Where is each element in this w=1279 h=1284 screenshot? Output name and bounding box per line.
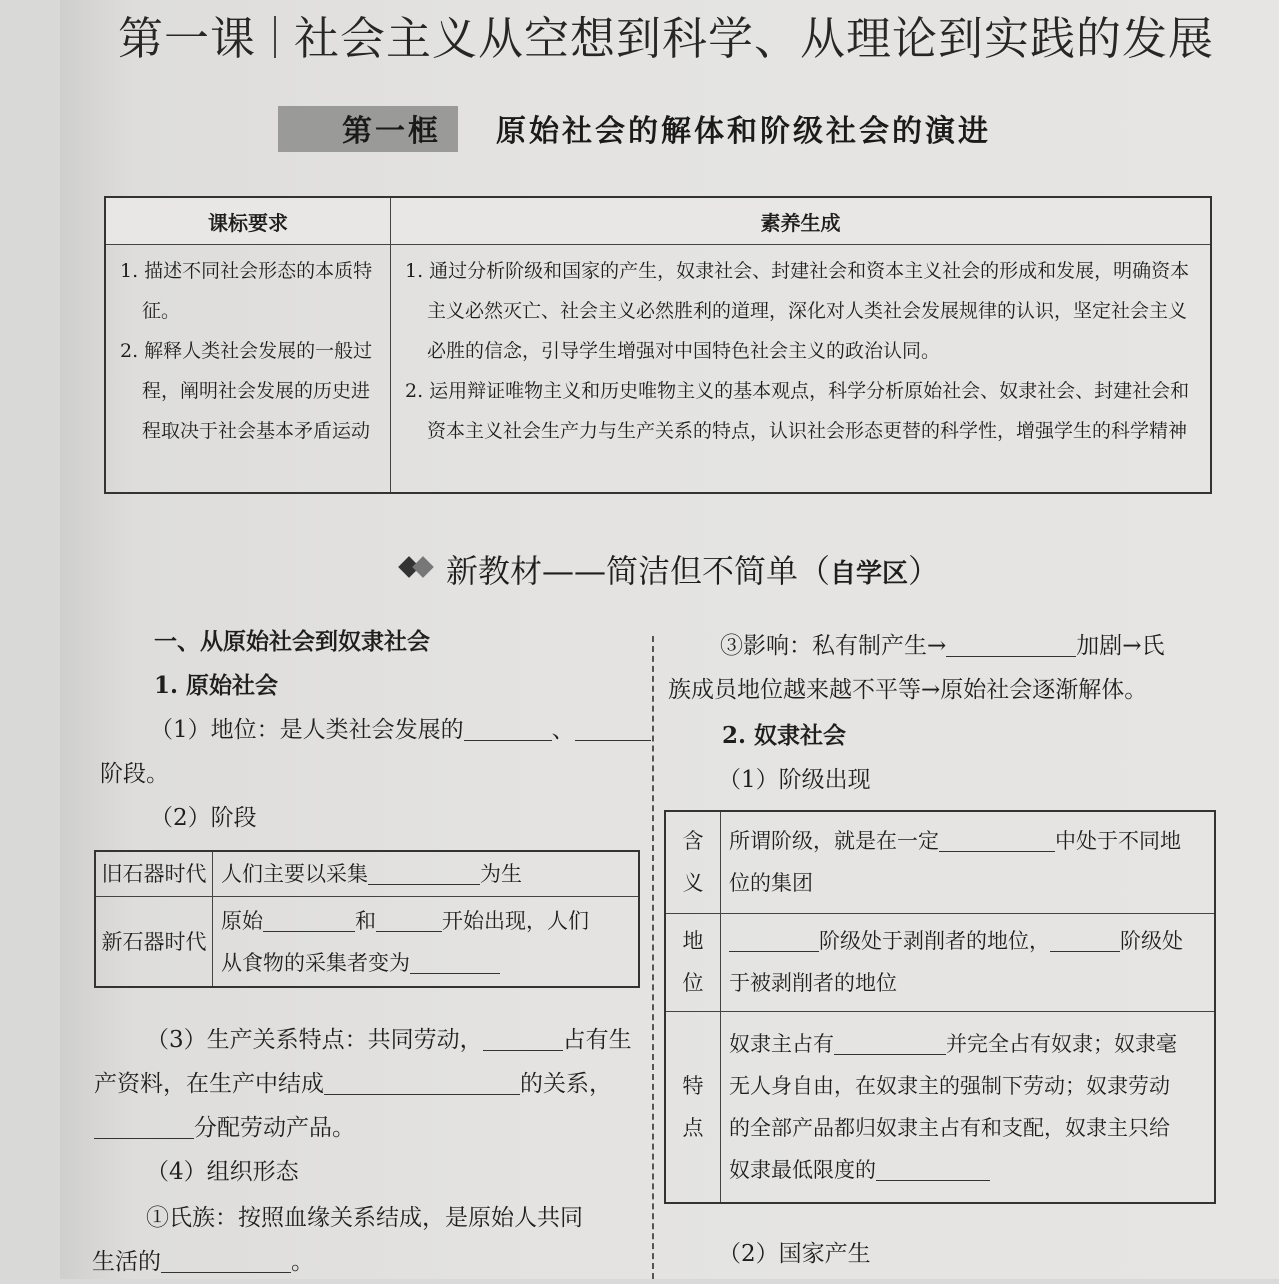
era-old-content: [213, 851, 640, 897]
subheading-primitive: 1. 原始社会: [154, 672, 279, 699]
status-text: （1）地位：是人类社会发展的: [150, 717, 464, 743]
class-heading: （1）阶级出现: [718, 767, 871, 793]
fill-blank[interactable]: [1050, 927, 1120, 952]
lesson-title: [118, 2, 1214, 67]
era-new-line: [221, 900, 630, 942]
feature-line: [729, 1149, 1206, 1191]
era-new-text: 原始: [221, 908, 263, 933]
fill-blank[interactable]: [729, 927, 819, 952]
feature-text: 奴隶主占有: [729, 1031, 834, 1056]
requirements-cell: [105, 245, 391, 494]
feature-line: 无人身自由，在奴隶主的强制下劳动；奴隶劳动: [729, 1073, 1170, 1098]
relation-text: 占有生: [562, 1027, 632, 1053]
fill-blank[interactable]: [410, 949, 500, 974]
meaning-line: [729, 820, 1206, 862]
literacy-item: 2. 运用辩证唯物主义和历史唯物主义的基本观点，科学分析原始社会、奴隶社会、封建社会和资本主义社会生产力与生产关系的特点，认识社会形态更替的科学性，增强学生的科学精神: [405, 380, 1190, 442]
era-old-text: 人们主要以采集: [221, 862, 368, 887]
fill-blank[interactable]: [483, 1026, 563, 1051]
relation-text: （3）生产关系特点：共同劳动，: [146, 1027, 483, 1053]
section-banner-title: 新教材——简洁但不简单（: [446, 552, 831, 590]
stages-heading: （2）阶段: [150, 805, 257, 831]
relation-line: [146, 1018, 632, 1062]
subheading-slave: 2. 奴隶社会: [722, 722, 847, 749]
era-new-text: 开始出现，人们: [442, 908, 589, 933]
literacy-cell: [391, 245, 1212, 494]
literacy-item: 1. 通过分析阶级和国家的产生，奴隶社会、封建社会和资本主义社会的形成和发展，明确资本主义必然灭亡、社会主义必然胜利的道理，深化对人类社会发展规律的认识，坚定社会主义必胜的信念，引导学生增强对中国特色社会主义的政治认同。: [405, 260, 1190, 362]
meaning-text: 所谓阶级，就是在一定: [729, 829, 939, 854]
influence-text: ③影响：私有制产生→: [720, 633, 947, 659]
feature-line: [729, 1023, 1206, 1065]
header-literacy: 素养生成: [391, 197, 1212, 245]
state-heading: （2）国家产生: [718, 1241, 871, 1267]
era-old-label: 旧石器时代: [95, 851, 213, 897]
status-line: [729, 920, 1206, 962]
requirement-item: 2. 解释人类社会发展的一般过程，阐明社会发展的历史进程取决于社会基本矛盾运动: [120, 340, 373, 442]
section-heading: 一、从原始社会到奴隶社会: [154, 628, 430, 655]
era-new-label: 新石器时代: [95, 897, 213, 987]
header-requirements: 课标要求: [105, 197, 391, 245]
fill-blank[interactable]: [876, 1156, 990, 1181]
fill-blank[interactable]: [464, 716, 552, 741]
fill-blank[interactable]: [939, 827, 1055, 852]
clan-line: ①氏族：按照血缘关系结成，是原始人共同: [146, 1205, 583, 1231]
status-text: 阶级处于剥削者的地位，: [819, 929, 1050, 953]
meaning-text: 中处于不同地: [1055, 829, 1181, 854]
relation-line: [94, 1106, 355, 1150]
relation-text: 分配劳动产品。: [194, 1115, 355, 1141]
era-old-text-end: 为生: [480, 862, 522, 887]
feature-label: 特点: [665, 1011, 721, 1203]
era-table: [94, 850, 640, 988]
influence-line: [720, 624, 1165, 668]
influence-line-end: 族成员地位越来越不平等→原始社会逐渐解体。: [668, 677, 1148, 703]
fill-blank[interactable]: [94, 1114, 194, 1139]
fill-blank[interactable]: [368, 860, 480, 885]
column-divider: [652, 636, 654, 1279]
status-line-end: 阶段。: [100, 761, 169, 787]
fill-blank[interactable]: [575, 716, 651, 741]
title-separator: [274, 16, 276, 58]
status-line: 于被剥削者的地位: [729, 971, 897, 995]
meaning-content: [721, 811, 1216, 913]
feature-text: 奴隶最低限度的: [729, 1157, 876, 1182]
status-text: 阶级处: [1120, 929, 1183, 953]
fill-blank[interactable]: [263, 907, 355, 932]
separator-text: 、: [551, 717, 575, 743]
lesson-title-text: 社会主义从空想到科学、从理论到实践的发展: [294, 12, 1215, 65]
requirement-item: 1. 描述不同社会形态的本质特征。: [120, 260, 373, 322]
fill-blank[interactable]: [161, 1248, 291, 1273]
era-new-content: [213, 897, 640, 987]
era-new-text: 从食物的采集者变为: [221, 950, 410, 975]
feature-content: [721, 1011, 1216, 1203]
era-new-text: 和: [355, 908, 376, 933]
section-banner-sub: 自学区: [830, 559, 909, 589]
class-table: [664, 810, 1216, 1204]
fill-blank[interactable]: [376, 907, 442, 932]
status-content: [721, 913, 1216, 1011]
section-banner: [400, 546, 940, 592]
clan-line: [92, 1240, 314, 1284]
diamond-icon: [400, 556, 434, 578]
fill-blank[interactable]: [834, 1030, 946, 1055]
fill-blank[interactable]: [324, 1070, 520, 1095]
meaning-label: 含义: [665, 811, 721, 913]
section-banner-close: ）: [908, 552, 941, 590]
clan-text: 生活的: [92, 1249, 161, 1275]
frame-label: 第一框: [342, 114, 441, 149]
influence-text: 加剧→氏: [1076, 633, 1165, 659]
clan-text: 。: [291, 1249, 314, 1275]
relation-line: [94, 1062, 612, 1106]
lesson-label: 第一课: [118, 12, 257, 65]
standards-table: [104, 196, 1212, 494]
feature-line: 的全部产品都归奴隶主占有和支配，奴隶主只给: [729, 1115, 1170, 1140]
fill-blank[interactable]: [946, 632, 1076, 657]
status-label: 地位: [665, 913, 721, 1011]
relation-text: 产资料，在生产中结成: [94, 1071, 324, 1097]
feature-text: 并完全占有奴隶；奴隶毫: [946, 1031, 1177, 1056]
meaning-line: 位的集团: [729, 871, 813, 896]
organization-heading: （4）组织形态: [146, 1159, 299, 1185]
frame-title: 原始社会的解体和阶级社会的演进: [496, 114, 991, 149]
relation-text: 的关系，: [520, 1071, 612, 1097]
era-new-line: [221, 942, 630, 984]
status-line: [150, 708, 651, 752]
